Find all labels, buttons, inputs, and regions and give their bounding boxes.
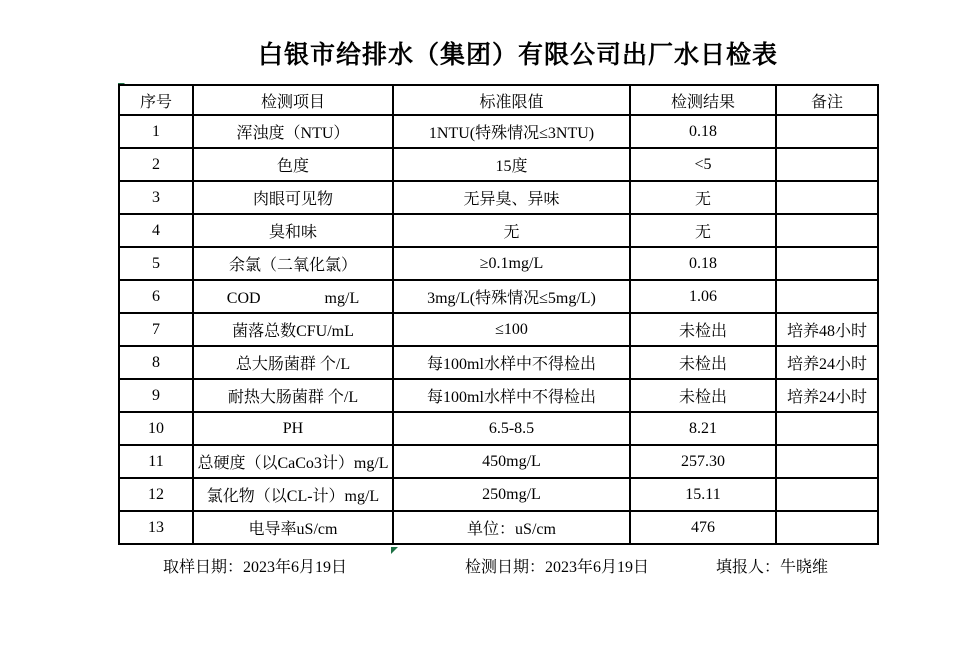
table-cell: 单位：uS/cm — [393, 511, 630, 544]
table-cell: 9 — [119, 379, 193, 412]
table-cell: 培养24小时 — [776, 379, 878, 412]
test-date-label: 检测日期：2023年6月19日 — [465, 559, 650, 576]
header-row — [119, 85, 878, 115]
table-cell — [776, 412, 878, 445]
table-row — [119, 412, 878, 445]
table-cell — [776, 214, 878, 247]
header-cell: 序号 — [119, 85, 193, 115]
table-row — [119, 280, 878, 313]
table-cell: 250mg/L — [393, 478, 630, 511]
table-cell: 0.18 — [630, 247, 776, 280]
table-cell: 臭和味 — [193, 214, 393, 247]
table-cell: 未检出 — [630, 379, 776, 412]
table-cell: 1.06 — [630, 280, 776, 313]
table-cell — [776, 511, 878, 544]
table-cell: 8 — [119, 346, 193, 379]
table-cell: 肉眼可见物 — [193, 181, 393, 214]
table-cell: 0.18 — [630, 115, 776, 148]
sample-date-label: 取样日期：2023年6月19日 — [163, 559, 348, 576]
table-row — [119, 115, 878, 148]
table-cell: 培养48小时 — [776, 313, 878, 346]
table-cell: 无 — [630, 181, 776, 214]
table-cell: 余氯（二氧化氯） — [193, 247, 393, 280]
green-bottom-marker-icon — [391, 547, 398, 554]
table-cell: 10 — [119, 412, 193, 445]
table-cell: 1NTU(特殊情况≤3NTU) — [393, 115, 630, 148]
table-cell: PH — [193, 412, 393, 445]
table-cell: 476 — [630, 511, 776, 544]
table-row — [119, 247, 878, 280]
table-row — [119, 214, 878, 247]
table-cell: 7 — [119, 313, 193, 346]
table-cell: 13 — [119, 511, 193, 544]
header-cell: 检测结果 — [630, 85, 776, 115]
table-cell: 每100ml水样中不得检出 — [393, 379, 630, 412]
table-cell — [776, 115, 878, 148]
table-cell: ≥0.1mg/L — [393, 247, 630, 280]
table-cell: 6.5-8.5 — [393, 412, 630, 445]
table-cell: 15.11 — [630, 478, 776, 511]
table-cell: 耐热大肠菌群 个/L — [193, 379, 393, 412]
table-cell: 6 — [119, 280, 193, 313]
table-cell: 12 — [119, 478, 193, 511]
table-cell: 4 — [119, 214, 193, 247]
reporter-label: 填报人：牛晓维 — [716, 559, 829, 576]
inspection-table — [118, 84, 879, 545]
table-cell: 11 — [119, 445, 193, 478]
table-cell: 总硬度（以CaCo3计）mg/L — [193, 445, 393, 478]
table-cell: 257.30 — [630, 445, 776, 478]
page-title: 白银市给排水（集团）有限公司出厂水日检表 — [257, 42, 778, 69]
table-cell — [776, 181, 878, 214]
table-row — [119, 379, 878, 412]
table-row — [119, 148, 878, 181]
table-cell: 450mg/L — [393, 445, 630, 478]
table-cell: 每100ml水样中不得检出 — [393, 346, 630, 379]
table-cell: 电导率uS/cm — [193, 511, 393, 544]
table-cell: 未检出 — [630, 313, 776, 346]
table-cell: ≤100 — [393, 313, 630, 346]
header-cell: 标准限值 — [393, 85, 630, 115]
header-cell: 检测项目 — [193, 85, 393, 115]
table-cell: 浑浊度（NTU） — [193, 115, 393, 148]
table-cell: 15度 — [393, 148, 630, 181]
table-cell — [776, 148, 878, 181]
table-cell: 无异臭、异味 — [393, 181, 630, 214]
table-cell — [776, 247, 878, 280]
table-cell: 2 — [119, 148, 193, 181]
table-row — [119, 445, 878, 478]
table-cell: 色度 — [193, 148, 393, 181]
table-cell: 无 — [630, 214, 776, 247]
table-row — [119, 346, 878, 379]
table-cell: 5 — [119, 247, 193, 280]
header-cell: 备注 — [776, 85, 878, 115]
table-cell: 无 — [393, 214, 630, 247]
table-cell — [776, 280, 878, 313]
table-cell: 1 — [119, 115, 193, 148]
table-cell: 未检出 — [630, 346, 776, 379]
table-row — [119, 478, 878, 511]
table-row — [119, 181, 878, 214]
table-cell: COD mg/L — [193, 280, 393, 313]
table-row — [119, 511, 878, 544]
table-cell: 氯化物（以CL-计）mg/L — [193, 478, 393, 511]
table-cell: <5 — [630, 148, 776, 181]
table-cell: 8.21 — [630, 412, 776, 445]
table-cell: 3mg/L(特殊情况≤5mg/L) — [393, 280, 630, 313]
table-cell — [776, 478, 878, 511]
table-cell: 培养24小时 — [776, 346, 878, 379]
table-cell — [776, 445, 878, 478]
table-row — [119, 313, 878, 346]
table-cell: 菌落总数CFU/mL — [193, 313, 393, 346]
table-cell: 3 — [119, 181, 193, 214]
table-cell: 总大肠菌群 个/L — [193, 346, 393, 379]
table-body — [119, 115, 878, 544]
